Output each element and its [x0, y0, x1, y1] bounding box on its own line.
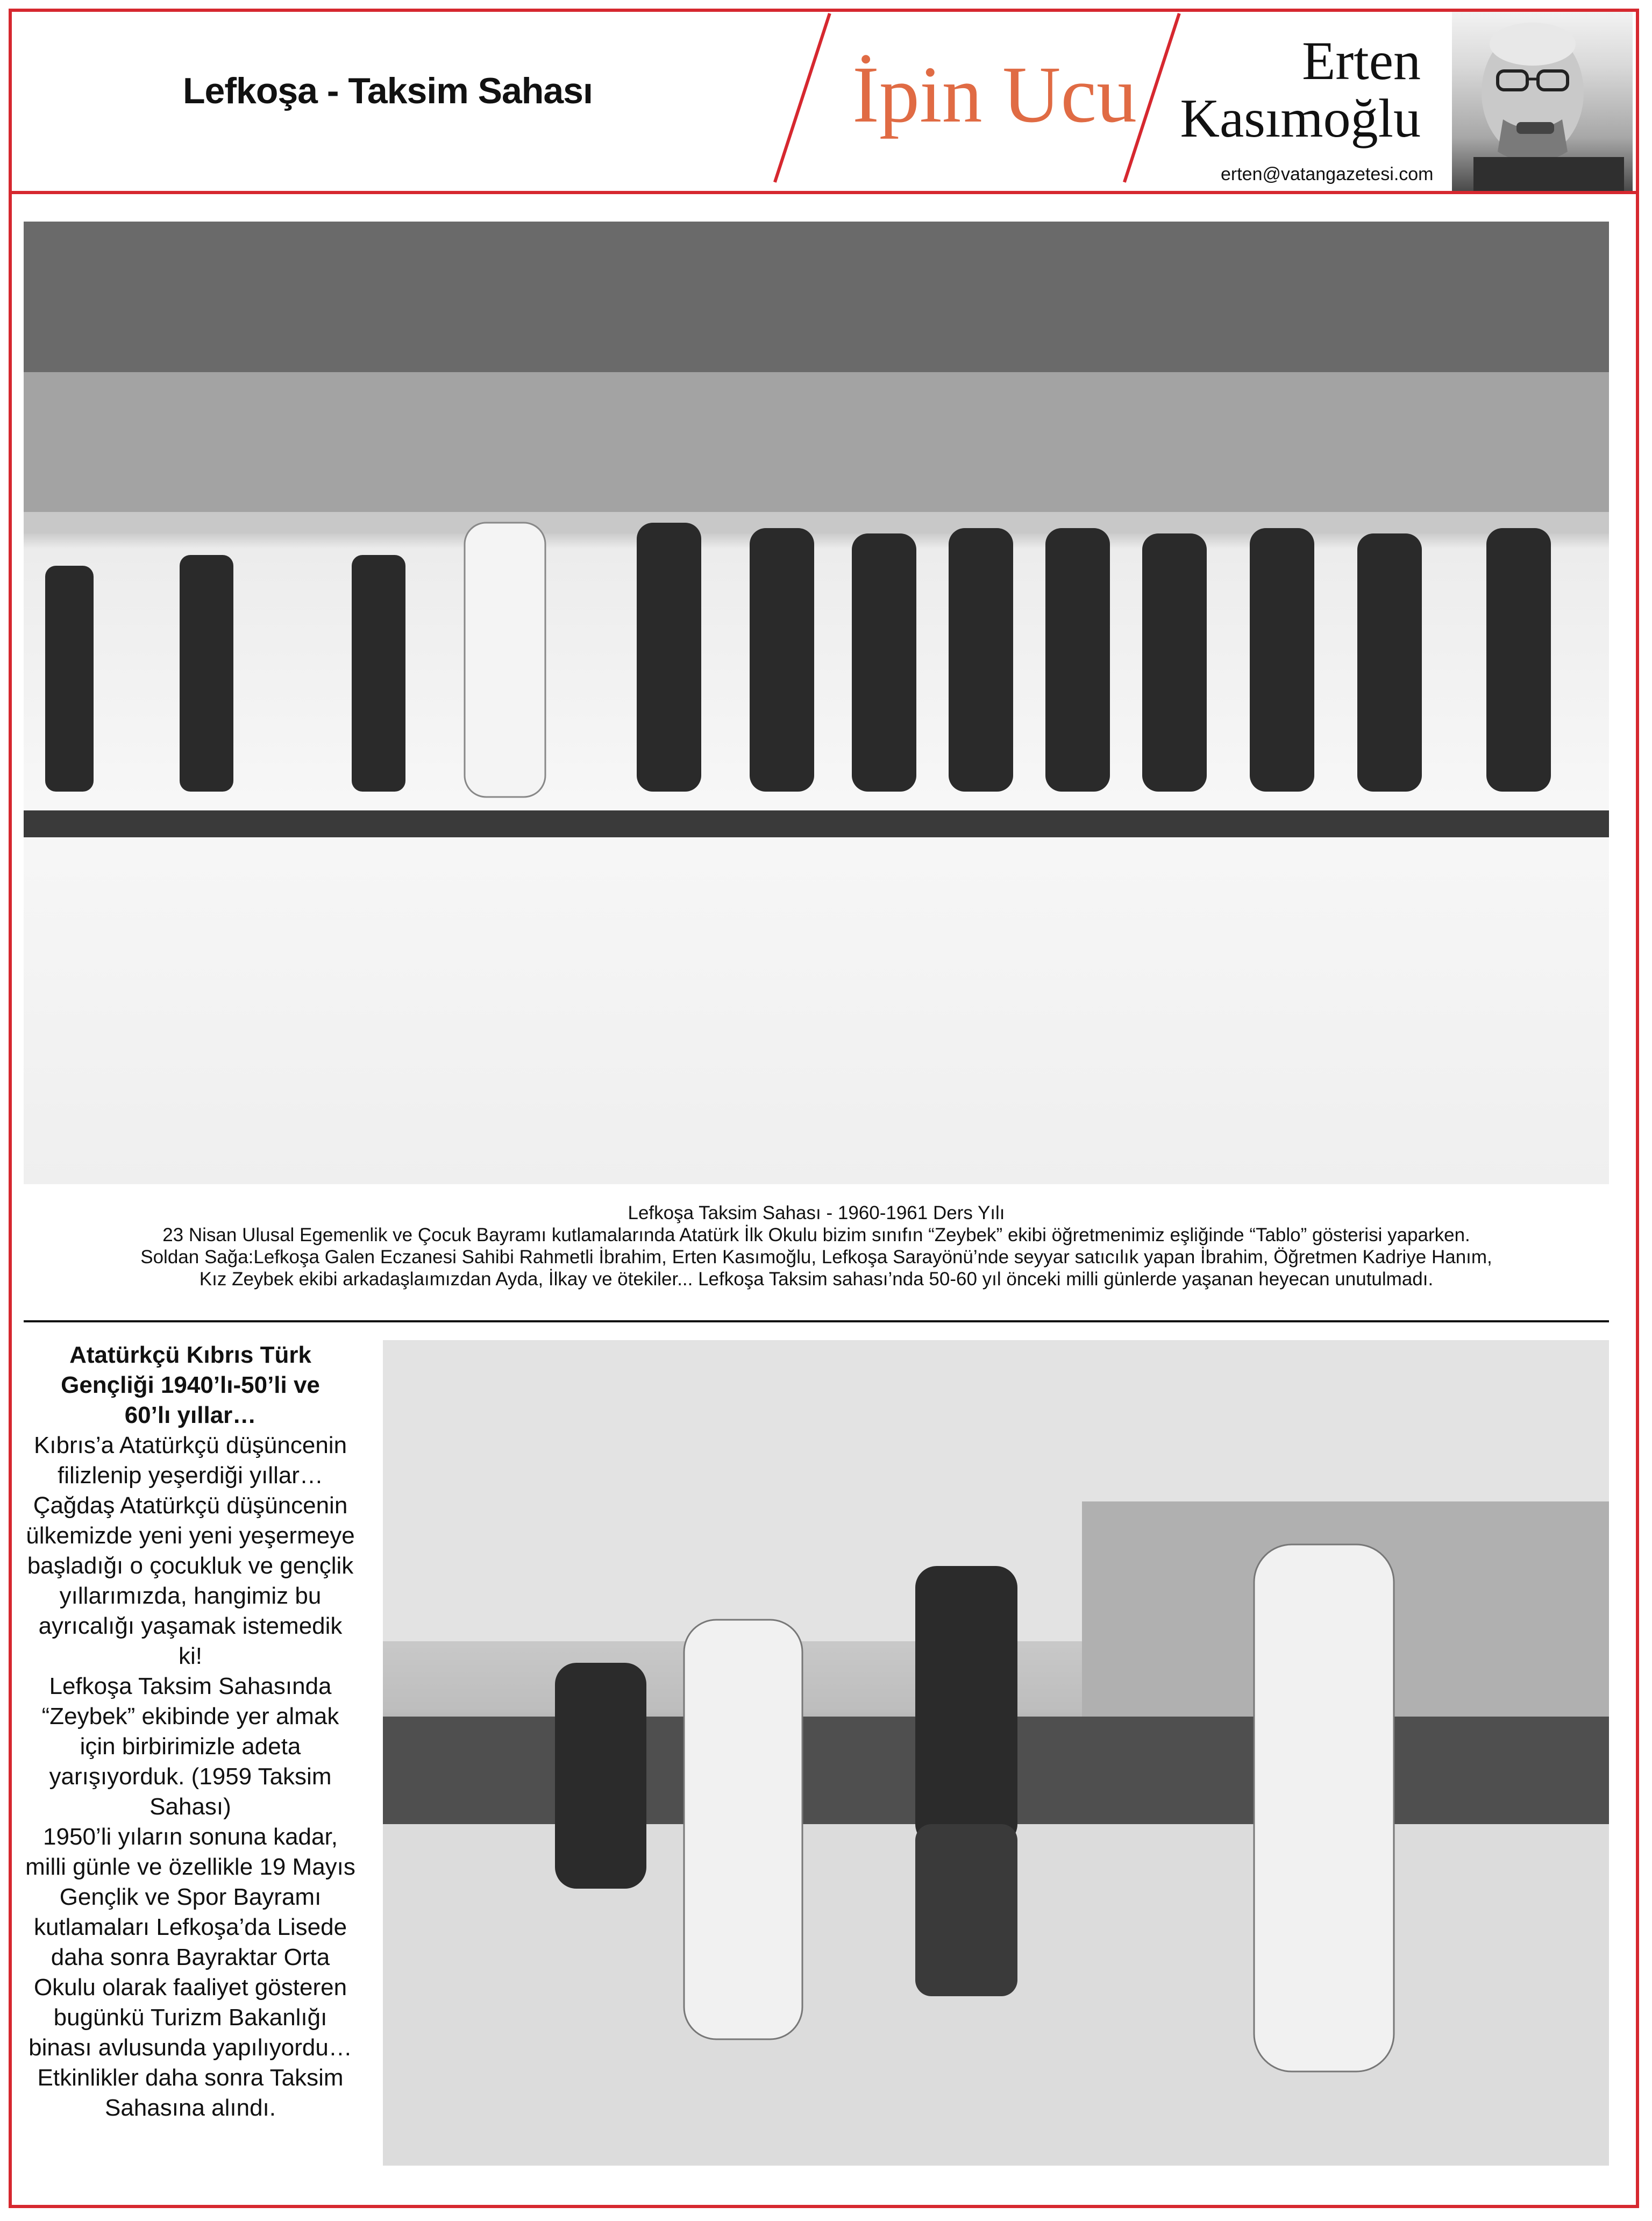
portrait-illustration [1452, 12, 1633, 191]
body-line: binası avlusunda yapılıyordu… [29, 2034, 352, 2061]
photo-zeybek-dance [383, 1340, 1609, 2166]
body-line: Kıbrıs’a Atatürkçü düşüncenin [33, 1432, 347, 1458]
caption-line: Kız Zeybek ekibi arkadaşlaımızdan Ayda, İlkay ve ötekiler... Lefkoşa Taksim sahası’nda 50-60 yıl önceki milli günlerde yaşanan heyecan unutulmadı. [199, 1269, 1434, 1290]
body-line: ayrıcalığı yaşamak istemedik ki! [38, 1613, 343, 1669]
headline-line: Gençliği 1940’lı-50’li ve [61, 1372, 320, 1398]
column-name: İpin Ucu [852, 50, 1137, 139]
author-email: erten@vatangazetesi.com [1221, 164, 1434, 184]
body-line: bugünkü Turizm Bakanlığı [53, 2004, 327, 2031]
body-line: için birbirimizle adeta [80, 1733, 301, 1760]
body-line: ülkemizde yeni yeni yeşermeye [26, 1522, 355, 1549]
author-last-name: Kasımoğlu [1180, 88, 1421, 150]
article-headline [24, 1340, 357, 1430]
photo-zeybek-tablo-illustration [24, 222, 1609, 1184]
photo-zeybek-dance-illustration [383, 1340, 1609, 2166]
article-column [24, 1340, 357, 2123]
body-line: Çağdaş Atatürkçü düşüncenin [33, 1492, 348, 1519]
caption-line: Soldan Sağa:Lefkoşa Galen Eczanesi Sahibi Rahmetli İbrahim, Erten Kasımoğlu, Lefkoşa Sarayönü’nde seyyar satıcılık yapan İbrahim, Öğretmen Kadriye Hanım, [140, 1247, 1492, 1268]
caption-line: 23 Nisan Ulusal Egemenlik ve Çocuk Bayramı kutlamalarında Atatürk İlk Okulu bizim sınıfın “Zeybek” ekibi öğretmenimiz eşliğinde “Tablo” gösterisi yaparken. [162, 1225, 1470, 1245]
body-line: 1950’li yıların sonuna kadar, [43, 1824, 338, 1850]
caption-line: Lefkoşa Taksim Sahası - 1960-1961 Ders Yılı [628, 1202, 1005, 1223]
photo-zeybek-tablo [24, 222, 1609, 1184]
headline-line: Atatürkçü Kıbrıs Türk [69, 1342, 311, 1368]
body-line: Sahası) [149, 1793, 231, 1820]
body-line: yarışıyorduk. (1959 Taksim [49, 1763, 332, 1790]
body-line: Okulu olarak faaliyet gösteren [33, 1974, 347, 2001]
author-portrait [1452, 12, 1633, 191]
body-line: milli günle ve özellikle 19 Mayıs [25, 1854, 355, 1880]
section-title: Lefkoşa - Taksim Sahası [183, 70, 593, 111]
author-name [1180, 31, 1421, 150]
body-line: filizlenip yeşerdiği yıllar… [58, 1462, 323, 1489]
body-line: kutlamaları Lefkoşa’da Lisede [33, 1914, 347, 1940]
body-line: Lefkoşa Taksim Sahasında [49, 1673, 332, 1699]
header-rule [12, 191, 1636, 194]
headline-line: 60’lı yıllar… [124, 1402, 257, 1428]
section-divider [24, 1320, 1609, 1322]
author-first-name: Erten [1302, 31, 1421, 91]
body-line: daha sonra Bayraktar Orta [51, 1944, 330, 1970]
body-line: Etkinlikler daha sonra Taksim [37, 2065, 344, 2091]
body-line: başladığı o çocukluk ve gençlik [27, 1553, 354, 1579]
body-line: Sahasına alındı. [104, 2095, 276, 2121]
body-line: Gençlik ve Spor Bayramı [59, 1884, 322, 1910]
body-line: “Zeybek” ekibinde yer almak [41, 1703, 339, 1729]
body-line: yıllarımızda, hangimiz bu [59, 1583, 322, 1609]
article-body [24, 1430, 357, 2123]
photo-caption [24, 1202, 1609, 1290]
